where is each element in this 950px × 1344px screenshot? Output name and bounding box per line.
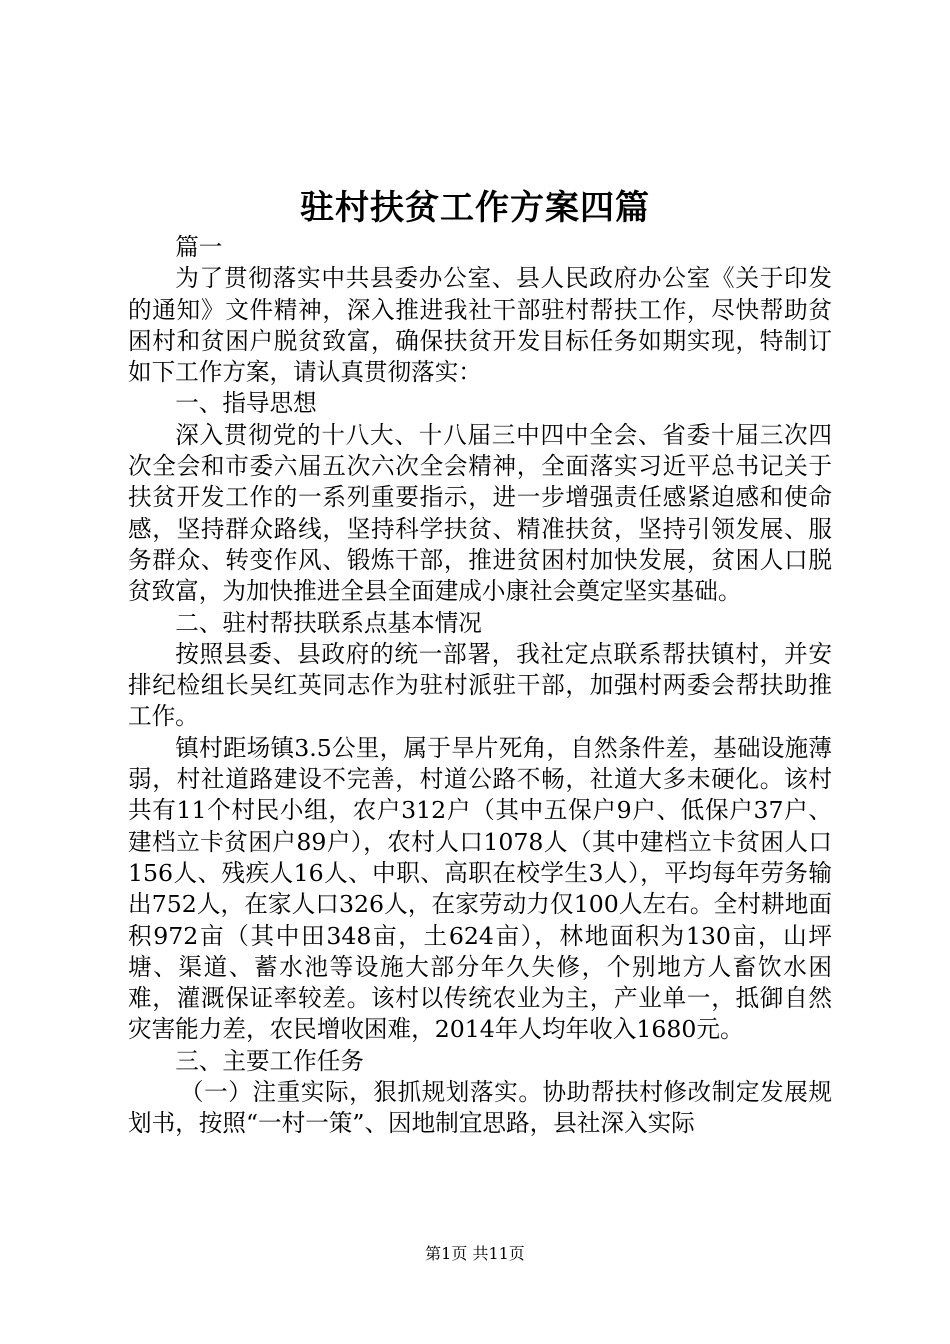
paragraph: 深入贯彻党的十八大、十八届三中四中全会、省委十届三次四次全会和市委六届五次六次全会精神，全面落实习近平总书记关于扶贫开发工作的一系列重要指示，进一步增强责任感紧迫感和使命感，坚持群众路线，坚持科学扶贫、精准扶贫，坚持引领发展、服务群众、转变作风、锻炼干部，推进贫困村加快发展，贫困人口脱贫致富，为加快推进全县全面建成小康社会奠定坚实基础。 <box>128 420 832 606</box>
paragraph: 为了贯彻落实中共县委办公室、县人民政府办公室《关于印发的通知》文件精神，深入推进我社干部驻村帮扶工作，尽快帮助贫困村和贫困户脱贫致富，确保扶贫开发目标任务如期实现，特制订如下工作方案，请认真贯彻落实： <box>128 264 832 387</box>
section-label: 篇一 <box>175 233 223 261</box>
page-footer: 第1页 共11页 <box>425 1244 525 1263</box>
section-heading: 一、指导思想 <box>175 389 317 418</box>
document-body <box>128 232 832 1140</box>
paragraph: 按照县委、县政府的统一部署，我社定点联系帮扶镇村，并安排纪检组长吴红英同志作为驻村派驻干部，加强村两委会帮扶助推工作。 <box>128 639 832 731</box>
paragraph: （一）注重实际，狠抓规划落实。协助帮扶村修改制定发展规划书，按照“一村一策”、因地制宜思路，县社深入实际 <box>128 1078 832 1138</box>
section-heading: 三、主要工作任务 <box>175 1046 364 1075</box>
paragraph: 镇村距场镇3.5公里，属于旱片死角，自然条件差，基础设施薄弱，村社道路建设不完善，村道公路不畅，社道大多未硬化。该村共有11个村民小组，农户312户（其中五保户9户、低保户37户、建档立卡贫困户89户），农村人口1078人（其中建档立卡贫困人口156人、残疾人16人、中职、高职在校学生3人），平均每年劳务输出752人，在家人口326人，在家劳动力仅100人左右。全村耕地面积972亩（其中田348亩，土624亩），林地面积为130亩，山坪塘、渠道、蓄水池等设施大部分年久失修，个别地方人畜饮水困难，灌溉保证率较差。该村以传统农业为主，产业单一，抵御自然灾害能力差，农民增收困难，2014年人均年收入1680元。 <box>128 733 832 1044</box>
document-title: 驻村扶贫工作方案四篇 <box>300 188 650 228</box>
section-heading: 二、驻村帮扶联系点基本情况 <box>175 608 482 637</box>
